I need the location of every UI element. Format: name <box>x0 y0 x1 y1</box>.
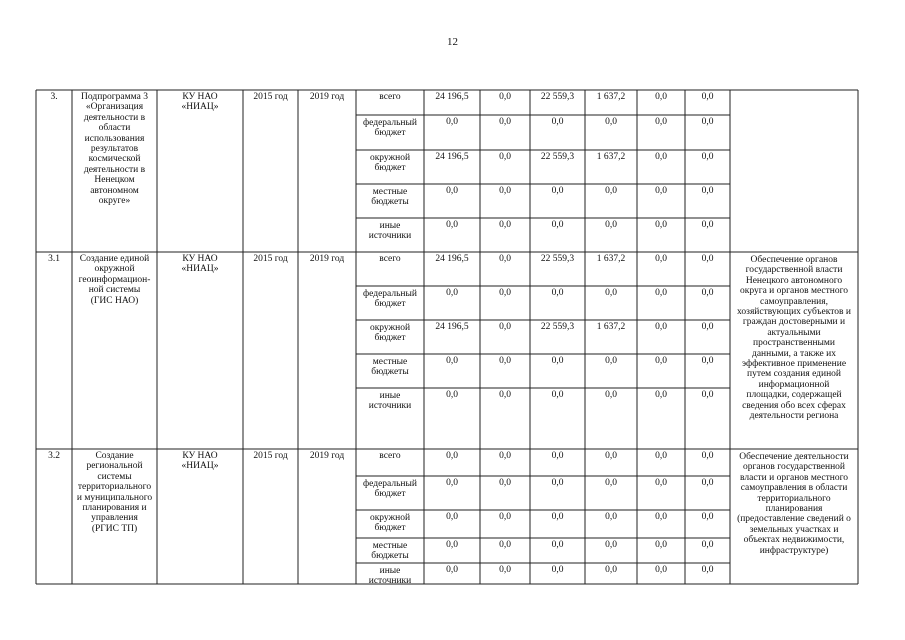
funding-source: федеральный <box>363 479 417 489</box>
section-number: 3.1 <box>48 254 60 264</box>
activity-name: ной системы <box>88 285 141 296</box>
funding-value: 0,0 <box>655 152 667 162</box>
funding-source: окружной <box>369 513 411 523</box>
funding-value: 0,0 <box>655 92 667 102</box>
funding-value: 24 196,5 <box>435 254 469 264</box>
funding-value: 0,0 <box>605 478 617 488</box>
funding-value: 0,0 <box>655 540 667 550</box>
expected-result: Обеспечение деятельности <box>739 452 849 462</box>
expected-result: планирования <box>765 504 823 514</box>
activity-name: Создание единой <box>79 254 150 264</box>
funding-source: местные <box>372 541 408 551</box>
start-year: 2015 год <box>253 254 288 264</box>
funding-value: 0,0 <box>551 512 564 522</box>
funding-value: 0,0 <box>446 390 458 400</box>
funding-value: 0,0 <box>701 152 714 162</box>
funding-source: всего <box>379 254 401 264</box>
executor: «НИАЦ» <box>181 102 219 113</box>
funding-value: 0,0 <box>701 478 714 488</box>
funding-value: 0,0 <box>605 288 617 298</box>
funding-value: 22 559,3 <box>540 322 575 332</box>
funding-value: 0,0 <box>655 565 667 575</box>
executor: КУ НАО <box>182 92 218 102</box>
expected-result: государственной власти <box>745 265 843 276</box>
funding-source: бюджеты <box>371 551 409 562</box>
funding-source: бюджеты <box>371 367 409 378</box>
funding-value: 22 559,3 <box>540 254 575 264</box>
funding-value: 0,0 <box>655 117 667 127</box>
funding-source: бюджет <box>374 489 406 500</box>
end-year: 2019 год <box>309 92 345 102</box>
funding-value: 0,0 <box>701 390 714 400</box>
expected-result: органов государственной <box>742 462 845 473</box>
funding-value: 0,0 <box>701 186 714 196</box>
executor: КУ НАО <box>182 451 218 461</box>
funding-value: 0,0 <box>551 186 564 196</box>
funding-value: 0,0 <box>655 390 667 400</box>
activity-name: деятельности в <box>83 164 146 175</box>
executor: «НИАЦ» <box>181 461 219 472</box>
activity-name: Ненецком <box>94 175 135 186</box>
funding-value: 1 637,2 <box>596 254 626 264</box>
funding-source: источники <box>368 576 412 587</box>
funding-value: 0,0 <box>605 540 617 550</box>
funding-value: 0,0 <box>551 117 564 127</box>
funding-value: 0,0 <box>655 254 667 264</box>
expected-result: самоуправления, <box>760 296 828 307</box>
funding-value: 0,0 <box>655 186 667 196</box>
funding-value: 0,0 <box>655 451 667 461</box>
funding-value: 0,0 <box>499 220 511 230</box>
activity-name: деятельности в <box>83 112 146 123</box>
expected-result: земельных участках и <box>749 524 839 535</box>
funding-value: 0,0 <box>499 288 511 298</box>
funding-value: 0,0 <box>446 220 458 230</box>
funding-value: 0,0 <box>499 540 511 550</box>
funding-value: 22 559,3 <box>540 92 575 102</box>
start-year: 2015 год <box>253 451 288 461</box>
expected-result: эффективное применение <box>741 359 847 369</box>
funding-source: бюджет <box>374 163 406 174</box>
funding-value: 0,0 <box>655 478 667 488</box>
funding-value: 0,0 <box>499 512 511 522</box>
funding-source: источники <box>368 401 412 412</box>
funding-value: 0,0 <box>655 512 667 522</box>
funding-value: 0,0 <box>499 152 511 162</box>
expected-result: территориального <box>757 493 831 504</box>
funding-value: 0,0 <box>446 451 458 461</box>
activity-name: геоинформацион- <box>78 274 151 285</box>
funding-value: 0,0 <box>701 92 714 102</box>
funding-value: 1 637,2 <box>596 322 626 332</box>
funding-value: 0,0 <box>605 220 617 230</box>
funding-value: 1 637,2 <box>596 92 626 102</box>
funding-value: 0,0 <box>701 220 714 230</box>
funding-value: 0,0 <box>655 322 667 332</box>
funding-value: 0,0 <box>446 288 458 298</box>
executor: «НИАЦ» <box>181 264 219 275</box>
end-year: 2019 год <box>309 451 345 461</box>
funding-value: 0,0 <box>499 117 511 127</box>
funding-value: 0,0 <box>551 478 564 488</box>
funding-value: 0,0 <box>499 390 511 400</box>
funding-value: 0,0 <box>605 356 617 366</box>
expected-result: Ненецкого автономного <box>745 275 843 286</box>
funding-value: 0,0 <box>655 288 667 298</box>
funding-value: 24 196,5 <box>435 322 469 332</box>
funding-value: 0,0 <box>701 288 714 298</box>
funding-value: 0,0 <box>605 390 617 400</box>
activity-name: космической <box>88 154 141 165</box>
activity-name: (РГИС ТП) <box>91 523 138 534</box>
funding-value: 0,0 <box>551 540 564 550</box>
funding-value: 0,0 <box>701 565 714 575</box>
funding-value: 0,0 <box>499 478 511 488</box>
funding-source: федеральный <box>363 289 417 299</box>
funding-value: 0,0 <box>605 117 617 127</box>
funding-source: бюджет <box>374 299 406 310</box>
activity-name: результатов <box>90 144 139 154</box>
funding-value: 0,0 <box>499 356 511 366</box>
funding-source: иные <box>379 391 401 401</box>
activity-name: управления <box>91 513 138 524</box>
activity-name: области <box>98 123 131 134</box>
funding-value: 0,0 <box>446 565 458 575</box>
start-year: 2015 год <box>253 92 288 102</box>
expected-result: граждан достоверными и <box>742 317 846 328</box>
funding-value: 0,0 <box>551 288 564 298</box>
funding-value: 0,0 <box>446 478 458 488</box>
funding-value: 0,0 <box>551 451 564 461</box>
funding-source: бюджет <box>374 128 406 139</box>
funding-source: федеральный <box>363 118 417 128</box>
expected-result: Обеспечение органов <box>750 255 838 265</box>
funding-source: бюджеты <box>371 197 409 208</box>
funding-value: 0,0 <box>499 322 511 332</box>
funding-value: 22 559,3 <box>540 152 575 162</box>
funding-source: окружной <box>369 323 411 333</box>
funding-value: 0,0 <box>499 451 511 461</box>
expected-result: пространственными <box>752 338 836 349</box>
activity-name: и муниципального <box>76 492 153 503</box>
activity-name: (ГИС НАО) <box>90 295 139 306</box>
expected-result: актуальными <box>767 327 821 338</box>
expected-result: самоуправления в области <box>740 483 848 494</box>
funding-value: 0,0 <box>701 322 714 332</box>
funding-source: местные <box>372 357 408 367</box>
funding-source: бюджет <box>374 333 406 344</box>
expected-result: информационной <box>758 379 830 390</box>
expected-result: данными, а также их <box>751 348 836 359</box>
activity-name: Подпрограмма 3 <box>81 92 148 102</box>
funding-value: 0,0 <box>446 512 458 522</box>
funding-value: 0,0 <box>499 92 511 102</box>
funding-value: 0,0 <box>701 512 714 522</box>
funding-source: окружной <box>369 153 411 163</box>
funding-source: всего <box>379 451 401 461</box>
funding-value: 0,0 <box>605 186 617 196</box>
expected-result: власти и органов местного <box>740 472 848 483</box>
expected-result: округа и органов местного <box>739 286 849 297</box>
funding-value: 0,0 <box>701 254 714 264</box>
funding-value: 0,0 <box>446 540 458 550</box>
expected-result: путем создания единой <box>746 369 842 380</box>
end-year: 2019 год <box>309 254 345 264</box>
activity-name: автономном <box>90 185 139 196</box>
funding-value: 0,0 <box>605 451 617 461</box>
expected-result: сведения обо всех сферах <box>742 400 846 411</box>
funding-value: 24 196,5 <box>435 92 469 102</box>
funding-source: местные <box>372 187 408 197</box>
expected-result: деятельности региона <box>749 411 839 421</box>
funding-value: 0,0 <box>499 186 511 196</box>
activity-name: округе» <box>98 196 131 206</box>
funding-source: бюджет <box>374 523 406 534</box>
funding-value: 0,0 <box>551 390 564 400</box>
funding-value: 24 196,5 <box>435 152 469 162</box>
expected-result: хозяйствующих субъектов и <box>737 307 851 317</box>
activity-name: окружной <box>94 264 135 275</box>
section-number: 3. <box>50 92 58 102</box>
activity-name: системы <box>97 471 132 482</box>
funding-value: 0,0 <box>605 565 617 575</box>
activity-name: «Организация <box>85 102 144 113</box>
activity-name: использования <box>84 133 145 144</box>
section-number: 3.2 <box>48 451 60 461</box>
expected-result: (предоставление сведений о <box>737 514 851 525</box>
activity-name: планирования и <box>82 503 147 513</box>
funding-source: всего <box>379 92 401 102</box>
funding-value: 0,0 <box>701 540 714 550</box>
expected-result: площадки, содержащей <box>746 390 842 401</box>
funding-value: 0,0 <box>655 220 667 230</box>
funding-value: 0,0 <box>701 451 714 461</box>
funding-value: 0,0 <box>605 512 617 522</box>
activity-name: территориального <box>77 482 152 493</box>
funding-source: иные <box>379 566 401 576</box>
activity-name: Создание <box>95 451 134 461</box>
expected-result: инфраструктуре) <box>759 545 829 556</box>
funding-value: 1 637,2 <box>596 152 626 162</box>
funding-value: 0,0 <box>499 254 511 264</box>
funding-value: 0,0 <box>701 356 714 366</box>
funding-source: иные <box>379 221 401 231</box>
funding-value: 0,0 <box>701 117 714 127</box>
funding-value: 0,0 <box>551 220 564 230</box>
funding-value: 0,0 <box>499 565 511 575</box>
funding-value: 0,0 <box>551 356 564 366</box>
executor: КУ НАО <box>182 254 218 264</box>
funding-value: 0,0 <box>446 356 458 366</box>
funding-value: 0,0 <box>446 186 458 196</box>
funding-source: источники <box>368 231 412 242</box>
funding-value: 0,0 <box>446 117 458 127</box>
funding-value: 0,0 <box>551 565 564 575</box>
expected-result: объектах недвижимости, <box>743 535 845 546</box>
activity-name: региональной <box>86 461 143 472</box>
page-number: 12 <box>447 36 458 48</box>
funding-value: 0,0 <box>655 356 667 366</box>
